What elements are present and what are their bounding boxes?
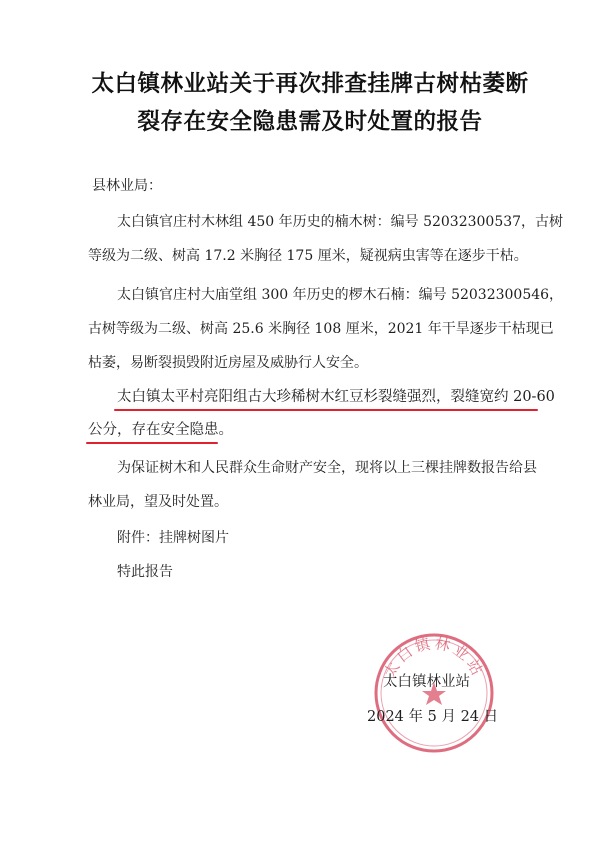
official-seal-stamp [371,630,497,756]
addressee: 县林业局： [92,178,162,194]
paragraph-1-line-2: 等级为二级、树高 17.2 米胸径 175 厘米，疑视病虫害等在逐步干枯。 [88,248,528,264]
paragraph-1-line-1: 太白镇官庄村木林组 450 年历史的楠木树：编号 52032300537，古树 [117,214,564,230]
closing-remark: 特此报告 [117,564,173,580]
document-title-line-2: 裂存在安全隐患需及时处置的报告 [137,109,483,135]
paragraph-2-line-2: 古树等级为二级、树高 25.6 米胸径 108 厘米，2021 年干旱逐步干枯现已 [88,321,554,337]
paragraph-3-line-1: 太白镇太平村亮阳组古大珍稀树木红豆杉裂缝强烈，裂缝宽约 20-60 [117,389,555,405]
paragraph-4-line-2: 林业局，望及时处置。 [88,494,228,510]
svg-text:太白镇林业站: 太白镇林业站 [380,634,488,681]
signature-organization: 太白镇林业站 [383,674,470,690]
paragraph-2-line-3: 枯萎，易断裂损毁附近房屋及威胁行人安全。 [88,355,368,371]
paragraph-2-line-1: 太白镇官庄村大庙堂组 300 年历史的椤木石楠：编号 52032300546， [117,287,564,303]
paragraph-3-line-2: 公分，存在安全隐患。 [88,422,233,438]
attachment-note: 附件：挂牌树图片 [117,530,229,546]
paragraph-4-line-1: 为保证树木和人民群众生命财产安全，现将以上三棵挂牌数报告给县 [117,460,537,476]
highlight-underline-1 [114,409,538,411]
highlight-underline-2 [86,442,218,444]
document-title-line-1: 太白镇林业站关于再次排查挂牌古树枯萎断 [91,71,529,97]
document-date: 2024 年 5 月 24 日 [367,709,499,725]
